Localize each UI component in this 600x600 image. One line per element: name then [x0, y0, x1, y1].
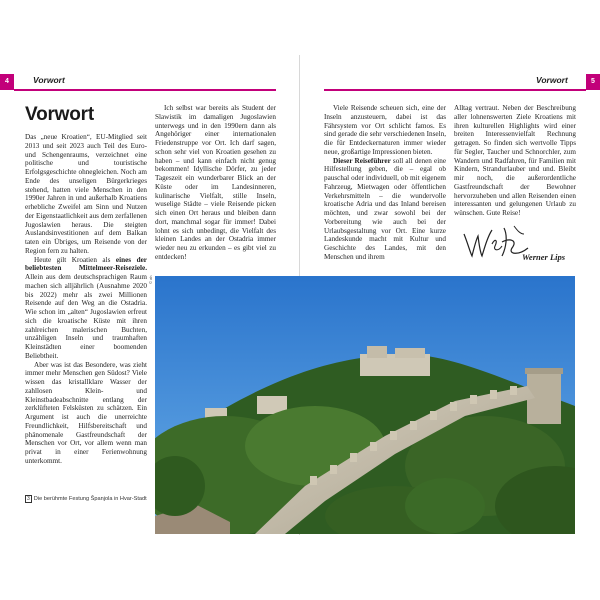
- paragraph: Dieser Reiseführer soll all denen eine Hilfestellung geben, die – egal ob pauschal oder individuell, ob mit eigenem Fahrzeug, Mietwagen oder öffentlichen Verkehrsmitteln – die wundervolle kroatische Adria und das Inland bereisen möchten, und zwar sowohl bei der Vorbereitung wie auch bei der Urlaubsgestaltung vor Ort. Eine kurze Landeskunde macht mit Kultur und Geschichte des Landes, mit den Menschen und ihrem: [324, 156, 447, 261]
- paragraph: Das „neue Kroatien“, EU-Mitglied seit 2013 und seit 2023 auch Teil des Euro- und Schengenraums, verzeichnet eine politische und touristische Erfolgsgeschichte ohnegleichen. Noch am Ende des unseligen Bürgerkrieges stehend, hatten viele Menschen in den 1990er Jahren in und außerhalb Kroatiens erhebliche Zweifel am Sinn und Nutzen der Eigenstaatlichkeit aus dem zerfallenen Jugoslawien heraus. Die steigten Auslandsinvestitionen auf dem Balkan taten ein Übriges, um Reisende von der Region fern zu halten.: [25, 133, 147, 255]
- left-column-1: [25, 133, 147, 466]
- bold-phrase: eines der beliebtesten Mittelmeer-Reiseziele.: [25, 255, 147, 273]
- page-title: Vorwort: [25, 104, 94, 125]
- paragraph: Heute gilt Kroatien als eines der beliebtesten Mittelmeer-Reiseziele. Allein aus dem deutschsprachigen Raum machen sich alljährlich (Ausnahme 2020 bis 2022) mehr als zwei Millionen Reisende auf den Weg an die Ostadria. Wie schon im „alten“ Jugoslawien erfreut sich die kroatische Küste mit ihren zahlreichen malerischen Buchten, unzähligen Inseln und traumhaften Kleinstädten einer boomenden Beliebtheit.: [25, 255, 147, 360]
- running-head-rule: [14, 89, 276, 91]
- running-head-left: [25, 74, 280, 88]
- paragraph: Aber was ist das Besondere, was zieht immer mehr Menschen gen Südost? Viele wissen das kristallklare Wasser der zahllosen Klein- und Kleinstbadeabschnitte entlang der zerklüfteten Felsküsten zu schätzen. Ein Argument ist auch die unerreichte Freundlichkeit, Hilfsbereitschaft und phänomenale Gastfreundschaft der Menschen vor Ort, vor allem wenn man privat in einer Ferienwohnung unterkommt.: [25, 360, 147, 465]
- photo-caption: 3 Die berühmte Festung Španjola in Hvar-Stadt: [27, 496, 147, 502]
- author-name: Werner Lips: [522, 252, 566, 262]
- caption-number: 3: [27, 496, 30, 502]
- paragraph: Ich selbst war bereits als Student der Slawistik im damaligen Jugoslawien unterwegs und in den 1990ern dann als Angehöriger einer internationalen Friedenstruppe vor Ort. Ich darf sagen, schon sehr viel von Kroatien gesehen zu haben – und kann einfach nicht genug bekommen! Idyllische Dörfer, zu jeder Tageszeit ein wunderbarer Blick an der Küste oder im Landesinneren, kulinarische Vielfalt, stille Inseln, wuselige Städte – viele Reisende picken sich einen Ort heraus und bleiben dann dort, manchmal sogar für immer! Dabei lohnt es sich unbedingt, die Vielfalt des kleinen Landes an der Ostadria immer wieder neu zu erkunden – es gibt viel zu entdecken!: [155, 104, 276, 261]
- right-column-2: [454, 104, 576, 218]
- running-head-rule: [324, 89, 586, 91]
- photo-credit: © ah: [148, 275, 153, 284]
- page-number-left: 4: [0, 74, 14, 90]
- running-head-label: Vorwort: [536, 75, 568, 85]
- bold-phrase: Dieser Reiseführer: [333, 156, 391, 165]
- fortress-photo: [155, 276, 575, 534]
- right-column-1: [324, 104, 446, 262]
- running-head-right: [536, 74, 576, 88]
- page-number-right: 5: [586, 74, 600, 90]
- paragraph: Alltag vertraut. Neben der Beschreibung aller lohnenswerten Ziele Kroatiens mit ihren kulturellen Highlights wird einer breiten Interessenvielfalt Rechnung getragen. So finden sich wertvolle Tipps für Segler, Taucher und Schnorchler, zum Wandern und Radfahren, für Familien mit Kindern, Strandurlauber und und. Bleibt mir noch, die außerordentliche Gastfreundschaft der Bewohner hervorzuheben und allen Reisenden einen interessanten und gelungenen Urlaub zu wünschen. Gute Reise!: [454, 104, 576, 217]
- running-head-label: Vorwort: [33, 75, 65, 85]
- paragraph: Viele Reisende scheuen sich, eine der Inseln anzusteuern, dabei ist das Fährsystem vor Ort schlicht famos. Es sind gerade die sehr verschiedenen Inseln, die für Entdeckernaturen immer wieder neue, großartige Impressionen bieten.: [324, 104, 446, 156]
- left-column-2: [155, 104, 276, 262]
